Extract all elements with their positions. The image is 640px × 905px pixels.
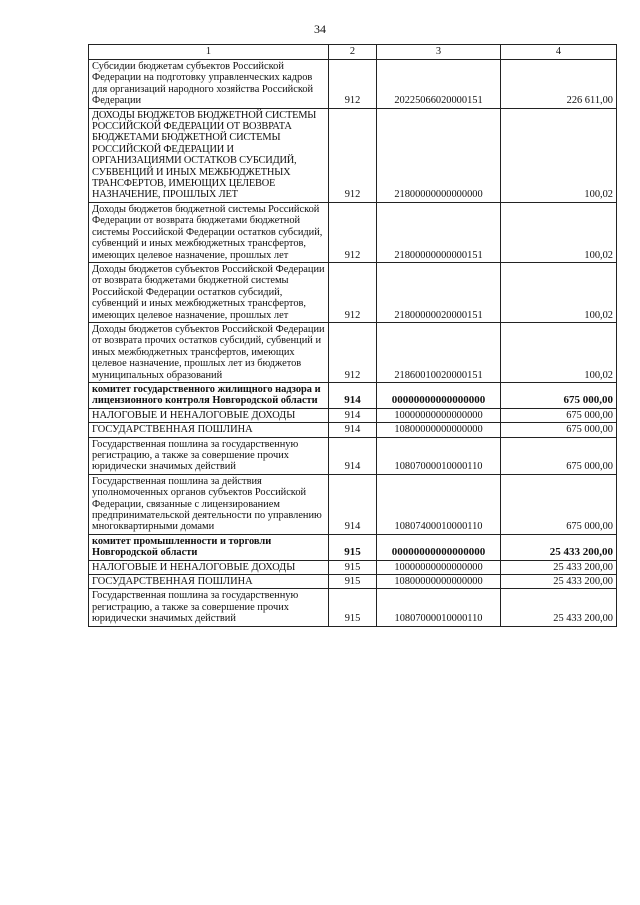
column-header-3: 3 xyxy=(377,45,501,60)
row-classification-code-cell: 21800000000000151 xyxy=(377,202,501,262)
row-classification-code-cell: 21800000000000000 xyxy=(377,108,501,202)
column-header-2: 2 xyxy=(329,45,377,60)
row-admin-code-cell: 912 xyxy=(329,108,377,202)
row-classification-code-cell: 10800000000000000 xyxy=(377,423,501,437)
row-name-cell: Государственная пошлина за государственную регистрацию, а также за совершение прочих юридически значимых действий xyxy=(89,437,329,474)
table-body xyxy=(89,60,617,627)
row-name-cell: НАЛОГОВЫЕ И НЕНАЛОГОВЫЕ ДОХОДЫ xyxy=(89,560,329,574)
row-name-cell: Государственная пошлина за действия уполномоченных органов субъектов Российской Федерации, связанные с лицензированием предпринимательской деятельности по управлению многоквартирными домами xyxy=(89,474,329,534)
table-row xyxy=(89,534,617,560)
row-amount-cell: 675 000,00 xyxy=(501,474,617,534)
row-admin-code-cell: 914 xyxy=(329,474,377,534)
table-row xyxy=(89,408,617,422)
row-classification-code-cell: 21800000020000151 xyxy=(377,262,501,322)
row-admin-code-cell: 915 xyxy=(329,560,377,574)
row-name-cell: НАЛОГОВЫЕ И НЕНАЛОГОВЫЕ ДОХОДЫ xyxy=(89,408,329,422)
row-name-cell: Доходы бюджетов субъектов Российской Федерации от возврата бюджетами бюджетной системы Российской Федерации остатков субсидий, субвенций и иных межбюджетных трансфертов, имеющих целевое назначение, прошлых лет xyxy=(89,262,329,322)
table-row xyxy=(89,575,617,589)
row-admin-code-cell: 914 xyxy=(329,437,377,474)
table-row xyxy=(89,382,617,408)
row-admin-code-cell: 912 xyxy=(329,322,377,382)
row-name-cell: комитет государственного жилищного надзора и лицензионного контроля Новгородской области xyxy=(89,382,329,408)
row-admin-code-cell: 912 xyxy=(329,202,377,262)
row-classification-code-cell: 10000000000000000 xyxy=(377,560,501,574)
row-amount-cell: 100,02 xyxy=(501,262,617,322)
row-classification-code-cell: 10807000010000110 xyxy=(377,437,501,474)
row-amount-cell: 100,02 xyxy=(501,322,617,382)
row-amount-cell: 675 000,00 xyxy=(501,423,617,437)
row-name-cell: комитет промышленности и торговли Новгородской области xyxy=(89,534,329,560)
row-amount-cell: 25 433 200,00 xyxy=(501,534,617,560)
row-classification-code-cell: 21860010020000151 xyxy=(377,322,501,382)
row-admin-code-cell: 915 xyxy=(329,575,377,589)
table-row xyxy=(89,322,617,382)
table-row xyxy=(89,202,617,262)
row-admin-code-cell: 912 xyxy=(329,60,377,109)
table-row xyxy=(89,437,617,474)
column-header-1: 1 xyxy=(89,45,329,60)
row-amount-cell: 675 000,00 xyxy=(501,437,617,474)
row-classification-code-cell: 10807000010000110 xyxy=(377,589,501,626)
row-admin-code-cell: 912 xyxy=(329,262,377,322)
table-row xyxy=(89,423,617,437)
row-amount-cell: 25 433 200,00 xyxy=(501,589,617,626)
page-number: 34 xyxy=(314,22,326,36)
row-name-cell: Государственная пошлина за государственную регистрацию, а также за совершение прочих юридически значимых действий xyxy=(89,589,329,626)
row-amount-cell: 25 433 200,00 xyxy=(501,575,617,589)
row-admin-code-cell: 914 xyxy=(329,423,377,437)
row-amount-cell: 226 611,00 xyxy=(501,60,617,109)
table-row xyxy=(89,108,617,202)
row-amount-cell: 675 000,00 xyxy=(501,382,617,408)
table-row xyxy=(89,589,617,626)
row-amount-cell: 100,02 xyxy=(501,108,617,202)
row-classification-code-cell: 10800000000000000 xyxy=(377,575,501,589)
row-amount-cell: 675 000,00 xyxy=(501,408,617,422)
row-admin-code-cell: 915 xyxy=(329,534,377,560)
row-name-cell: ГОСУДАРСТВЕННАЯ ПОШЛИНА xyxy=(89,575,329,589)
row-name-cell: ДОХОДЫ БЮДЖЕТОВ БЮДЖЕТНОЙ СИСТЕМЫ РОССИЙСКОЙ ФЕДЕРАЦИИ ОТ ВОЗВРАТА БЮДЖЕТАМИ БЮДЖЕТНОЙ СИСТЕМЫ РОССИЙСКОЙ ФЕДЕРАЦИИ И ОРГАНИЗАЦИЯМИ ОСТАТКОВ СУБСИДИЙ, СУБВЕНЦИЙ И ИНЫХ МЕЖБЮДЖЕТНЫХ ТРАНСФЕРТОВ, ИМЕЮЩИХ ЦЕЛЕВОЕ НАЗНАЧЕНИЕ, ПРОШЛЫХ ЛЕТ xyxy=(89,108,329,202)
row-admin-code-cell: 915 xyxy=(329,589,377,626)
row-classification-code-cell: 10807400010000110 xyxy=(377,474,501,534)
row-classification-code-cell: 20225066020000151 xyxy=(377,60,501,109)
table-row xyxy=(89,474,617,534)
column-header-4: 4 xyxy=(501,45,617,60)
table-row xyxy=(89,560,617,574)
revenue-table xyxy=(88,44,617,627)
row-name-cell: Доходы бюджетов субъектов Российской Федерации от возврата прочих остатков субсидий, субвенций и иных межбюджетных трансфертов, имеющих целевое назначение, прошлых лет из бюджетов муниципальных образований xyxy=(89,322,329,382)
row-name-cell: Доходы бюджетов бюджетной системы Российской Федерации от возврата бюджетами бюджетной системы Российской Федерации остатков субсидий, субвенций и иных межбюджетных трансфертов, имеющих целевое назначение, прошлых лет xyxy=(89,202,329,262)
header-row xyxy=(89,45,617,60)
table-row xyxy=(89,262,617,322)
row-admin-code-cell: 914 xyxy=(329,382,377,408)
table-row xyxy=(89,60,617,109)
row-classification-code-cell: 10000000000000000 xyxy=(377,408,501,422)
row-name-cell: Субсидии бюджетам субъектов Российской Федерации на подготовку управленческих кадров для организаций народного хозяйства Российской Федерации xyxy=(89,60,329,109)
row-name-cell: ГОСУДАРСТВЕННАЯ ПОШЛИНА xyxy=(89,423,329,437)
row-amount-cell: 25 433 200,00 xyxy=(501,560,617,574)
row-amount-cell: 100,02 xyxy=(501,202,617,262)
row-classification-code-cell: 00000000000000000 xyxy=(377,382,501,408)
row-classification-code-cell: 00000000000000000 xyxy=(377,534,501,560)
row-admin-code-cell: 914 xyxy=(329,408,377,422)
